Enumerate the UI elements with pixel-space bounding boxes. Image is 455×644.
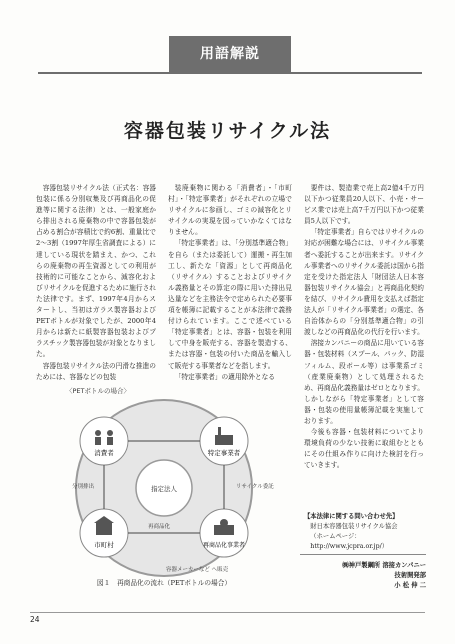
paragraph: 「特定事業者」は、「分別基準適合物」を自ら（または委託して）運搬・再生加工し、新たな「資源」として再商品化（リサイクル）することおよびリサイクル義務量とその算定の際に用いた排出見込量などを主務法令で定められた必要事項を帳簿に記載することが本法律で義務付けられています。ここで述べている「特定事業者」とは、容器・包装を利用して中身を販売する、容器を製造する、または容器・包装の付いた商品を輸入して販売する事業者などを指します。 xyxy=(168,239,292,370)
node-consumer xyxy=(80,417,128,465)
consumer-label: 消費者 xyxy=(94,449,114,457)
paragraph: 容器包装リサイクル法（正式名：容器包装に係る分別収集及び再商品化の促進等に関する法律）とは、一般家庭から排出される廃棄物の中で容器包装が占める割合が容積比で約6割、重量比で2～3割（1997年厚生省調査による）に達している現状を踏まえ、かつ、これらの廃棄物の再生資源としての利用が技術的に可能なことから、減容化およびリサイクルを促進するために施行された法律です。まず、1997年4月からスタートし、当初はガラス製容器およびPETボトルが対象でしたが、2000年4月からは新たに紙製容器包装およびプラスチック製容器包装が対象となりました。 xyxy=(36,184,156,359)
section-rule xyxy=(38,72,422,74)
note-sort: 分別排出 xyxy=(72,484,95,490)
paragraph: 今後も容器・包装材料についてより環境負荷の少ない技術に取組むとともにその仕組み作りに向けた検討を行っていきます。 xyxy=(304,428,424,470)
note-recycle: 再商品化 xyxy=(148,524,171,530)
center-label: 指定法人 xyxy=(151,485,177,493)
section-tab: 用語解説 xyxy=(169,36,291,72)
figure-subtitle: 〈PETボトルの場合〉 xyxy=(66,387,130,395)
text-column-1 xyxy=(36,183,156,381)
author-name: 小 松 伸 二 xyxy=(394,582,426,589)
text-column-2 xyxy=(168,183,292,381)
author-affiliation: ㈱神戸製鋼所 溶接カンパニー xyxy=(342,562,426,569)
paragraph: 要件は、製造業で売上高2億4千万円以下かつ従業員20人以下、小売・サービス業では売上高7千万円以下かつ従業員5人以下です。 xyxy=(304,184,424,226)
recycler-label: 再商品化事業者 xyxy=(202,542,246,549)
note-consign: リサイクル委託 xyxy=(236,484,274,490)
paragraph: 溶接カンパニーの商品に用いている容器・包装材料（スプール、パック、防湿フィルム、段ボール等）は事業系ゴミ（産業廃棄物）として処理されるため、再商品化義務量はゼロとなります。しかしながら「特定事業者」として容器・包装の使用量帳簿記載を実施しております。 xyxy=(304,339,424,425)
article-title: 容器包装リサイクル法 xyxy=(123,120,332,142)
paragraph: 容器包装リサイクル法の円滑な推進のためには、容器などの包装 xyxy=(36,361,156,381)
page-number: 24 xyxy=(30,615,40,624)
municipality-label: 市町村 xyxy=(94,541,114,549)
contact-box xyxy=(304,512,426,552)
business-label: 特定事業者 xyxy=(207,449,241,457)
figure-caption: 図１ 再商品化の流れ（PETボトルの場合） xyxy=(96,579,232,587)
note-sale: 容器メーカーなど へ販売 xyxy=(166,567,229,573)
paragraph: 「特定事業者」自らではリサイクルの対応が困難な場合には、リサイクル事業者へ委託することが出来ます。リサイクル事業者へのリサイクル委託は国から指定を受けた指定法人「財団法人日本容器包装リサイクル協会」と再商品化契約を結び、リサイクル費用を支払えば指定法人が「リサイクル事業者」の選定、各自治体からの「分別基準適合物」の引渡しなどの再商品化の代行を行います。 xyxy=(304,228,424,337)
paragraph: 装廃棄物に関わる「消費者」・「市町村」・「特定事業者」がそれぞれの立場でリサイクルに参画し、ゴミの減容化とリサイクルの実現を図っていかなくてはなりません。 xyxy=(168,184,292,237)
text-column-3 xyxy=(304,183,424,503)
author-block xyxy=(300,554,426,591)
contact-url: （ホームページ：http://www.jcpra.or.jp/） xyxy=(310,533,389,550)
recycling-flow-figure xyxy=(36,383,292,577)
page-rule xyxy=(30,612,425,613)
contact-heading: 【本法律に関する問い合わせ先】 xyxy=(304,513,399,520)
author-dept: 技術開発部 xyxy=(394,572,426,579)
paragraph: 「特定事業者」の適用除外となる xyxy=(174,372,275,381)
contact-org: 財日本容器包装リサイクル協会 xyxy=(310,523,398,530)
